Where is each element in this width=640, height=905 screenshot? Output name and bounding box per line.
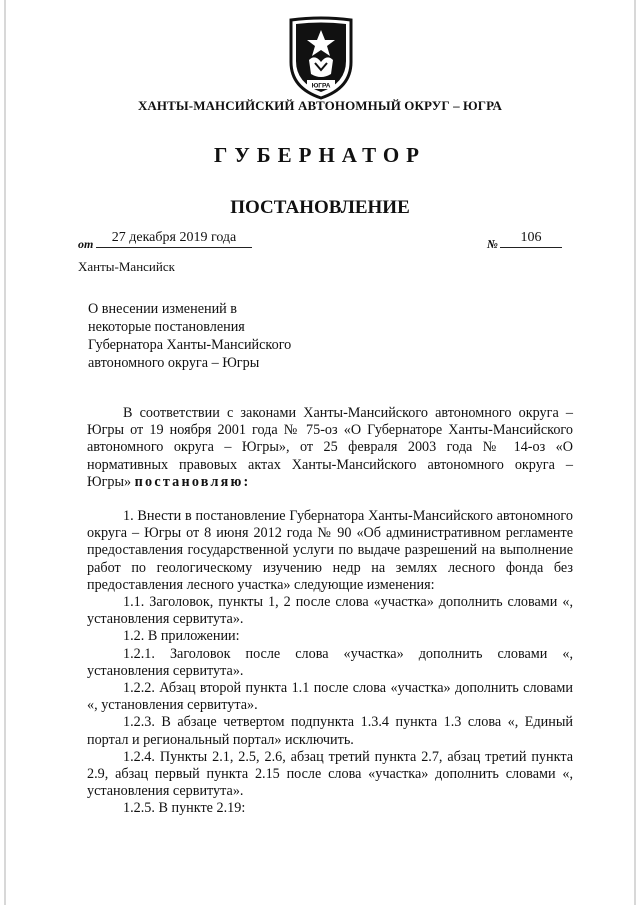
scan-edge-right bbox=[634, 0, 636, 905]
city-name: Ханты-Мансийск bbox=[78, 259, 175, 274]
clause-paragraph: 1. Внести в постановление Губернатора Ханты-Мансийского автономного округа – Югры от 8 июня 2012 года № 90 «Об административном регламенте предоставления государственной услуги по выдаче разрешений на выполнение работ по геологическому изучению недр на землях лесного фонда без предоставления лесного участка» следующие изменения: bbox=[87, 508, 573, 593]
preamble-paragraph bbox=[87, 405, 573, 491]
scan-edge-left bbox=[4, 0, 6, 905]
preamble-text: В соответствии с законами Ханты-Мансийского автономного округа – Югры от 19 ноября 2001 года № 75-оз «О Губернаторе Ханты-Мансийского автономного округа – Югры», от 25 февраля 2003 года № 14-оз «О нормативных правовых актах Ханты-Мансийского автономного округа – Югры» bbox=[87, 405, 573, 490]
emblem-label: ЮГРА bbox=[311, 82, 331, 90]
region-title: ХАНТЫ-МАНСИЙСКИЙ АВТОНОМНЫЙ ОКРУГ – ЮГРА bbox=[137, 98, 503, 113]
clause-paragraph: 1.2.4. Пункты 2.1, 2.5, 2.6, абзац третий пункта 2.7, абзац третий пункта 2.9, абзац первый пункта 2.15 после слова «участка» дополнить словами «, установления сервитута». bbox=[87, 748, 573, 800]
number-label: № bbox=[487, 237, 498, 251]
clause-paragraph: 1.2.3. В абзаце четвертом подпункта 1.3.4 пункта 1.3 слова «, Единый портал и региональный портал» исключить. bbox=[87, 714, 573, 748]
document-subject bbox=[88, 300, 348, 372]
clause-paragraph: 1.2.1. Заголовок после слова «участка» дополнить словами «, установления сервитута». bbox=[87, 645, 573, 679]
document-type-title: ПОСТАНОВЛЕНИЕ bbox=[230, 197, 410, 218]
coat-of-arms-emblem bbox=[285, 16, 357, 100]
decree-word: постановляю: bbox=[134, 473, 251, 490]
document-date: 27 декабря 2019 года bbox=[96, 230, 252, 248]
clause-paragraph: 1.2. В приложении: bbox=[123, 628, 240, 645]
clause-paragraph: 1.2.2. Абзац второй пункта 1.1 после слова «участка» дополнить словами «, установления сервитута». bbox=[87, 680, 573, 714]
document-number: 106 bbox=[500, 230, 562, 248]
document-body bbox=[87, 405, 573, 818]
authority-title: ГУБЕРНАТОР bbox=[213, 143, 427, 167]
subject-line: Губернатора Ханты-Мансийского bbox=[88, 337, 292, 353]
subject-line: некоторые постановления bbox=[88, 319, 245, 335]
subject-line: автономного округа – Югры bbox=[88, 355, 260, 371]
date-label: от bbox=[78, 237, 94, 251]
clause-paragraph: 1.1. Заголовок, пункты 1, 2 после слова «участка» дополнить словами «, установления сервитута». bbox=[87, 594, 573, 628]
clause-paragraph: 1.2.5. В пункте 2.19: bbox=[123, 800, 246, 817]
subject-line: О внесении изменений в bbox=[88, 301, 238, 317]
